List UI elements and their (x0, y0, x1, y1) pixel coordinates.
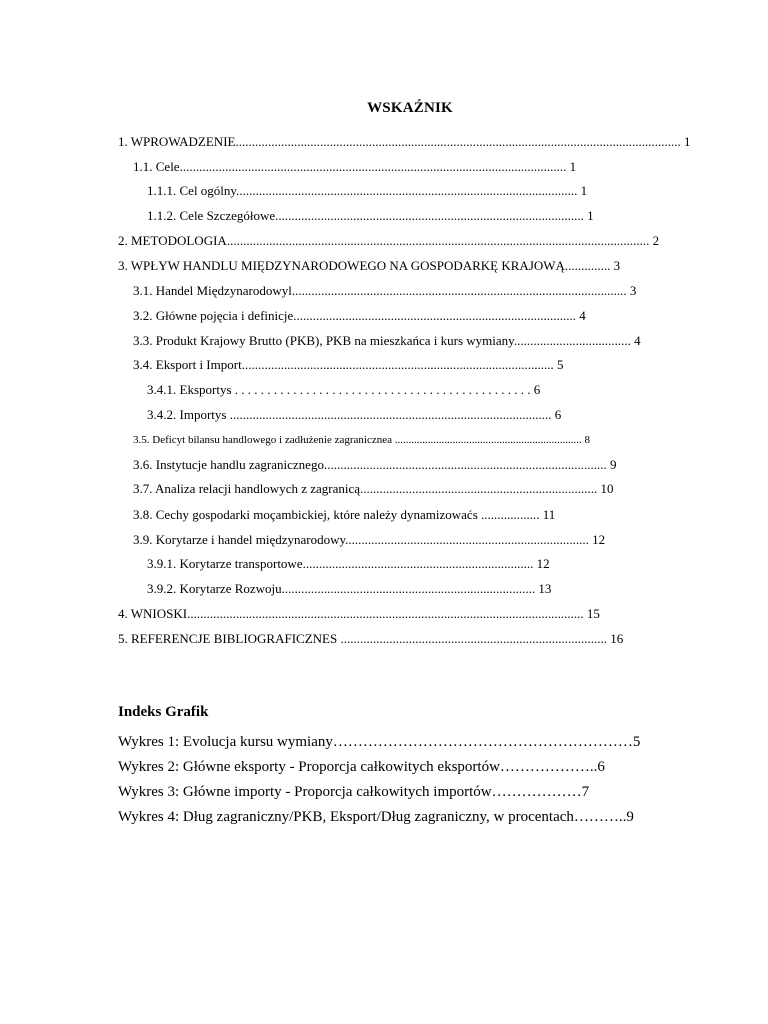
toc-entry[interactable] (118, 233, 659, 249)
toc-entry-title: 1. WPROWADZENIE (118, 134, 236, 149)
graphics-index-heading: Indeks Grafik (118, 704, 209, 720)
toc-entry[interactable] (133, 308, 586, 324)
toc-entry-page-number: 9 (606, 457, 617, 472)
toc-entry[interactable] (147, 183, 587, 199)
toc-entry[interactable] (133, 159, 576, 175)
toc-entry-title: 1.1.2. Cele Szczegółowe (147, 208, 276, 223)
toc-entry-page-number: 6 (530, 382, 541, 397)
toc-entry-page-number: 4 (576, 308, 586, 323)
toc-entry-leader: .......................................................................................................................... (187, 606, 584, 621)
toc-entry[interactable] (118, 631, 623, 647)
page-title: WSKAŹNIK (367, 100, 453, 116)
toc-entry[interactable] (133, 432, 590, 448)
graphics-index-entry[interactable]: Wykres 3: Główne importy - Proporcja całkowitych importów………………7 (118, 784, 590, 800)
toc-entry-title: 4. WNIOSKI (118, 606, 188, 621)
toc-entry-leader: .................................................................................. (337, 631, 607, 646)
toc-entry-page-number: 16 (606, 631, 624, 646)
toc-entry-page-number: 5 (553, 357, 564, 372)
toc-entry-title: 3.2. Główne pojęcia i definicje (133, 308, 294, 323)
toc-entry[interactable] (147, 581, 551, 597)
toc-entry[interactable] (118, 134, 690, 150)
toc-entry-title: 3.7. Analiza relacji handlowych z zagranicą (133, 481, 361, 496)
toc-entry-title: 5. REFERENCJE BIBLIOGRAFICZNES (118, 631, 338, 646)
toc-entry-page-number: 1 (583, 208, 594, 223)
toc-entry[interactable] (147, 208, 594, 224)
toc-entry-title: 3.9.2. Korytarze Rozwoju (147, 581, 282, 596)
toc-entry-title: 3.4. Eksport i Import (133, 357, 242, 372)
toc-entry-page-number: 15 (583, 606, 600, 621)
toc-entry[interactable] (133, 457, 616, 473)
toc-entry[interactable] (118, 606, 600, 622)
toc-entry-leader: ....................................................................... (302, 556, 534, 571)
toc-entry[interactable] (133, 357, 563, 373)
toc-entry-leader: ........................................................................... (345, 532, 589, 547)
toc-entry-title: 3.3. Produkt Krajowy Brutto (PKB), PKB na mieszkańca i kurs wymiany (133, 333, 514, 348)
toc-entry-leader: .............. (564, 258, 611, 273)
toc-entry-leader: .................................................................... (392, 434, 582, 446)
toc-entry[interactable] (147, 556, 550, 572)
toc-entry-leader: ......................................................................................................................................... (235, 134, 681, 149)
toc-entry-leader: .................................... (513, 333, 631, 348)
toc-entry-leader: ......................................................................... (360, 481, 598, 496)
toc-entry-leader: ................................................................................................... (226, 407, 552, 422)
toc-entry-title: 3. WPŁYW HANDLU MIĘDZYNARODOWEGO NA GOSPODARKĘ KRAJOWĄ (118, 258, 565, 273)
toc-entry-page-number: 2 (649, 233, 660, 248)
toc-entry-leader: ......................................................................................................... (236, 183, 578, 198)
toc-entry[interactable] (133, 532, 605, 548)
graphics-index-entry[interactable]: Wykres 4: Dług zagraniczny/PKB, Eksport/Dług zagraniczny, w procentach………..9 (118, 809, 634, 825)
toc-entry-leader: ....................................................................................................... (291, 283, 627, 298)
toc-entry-leader: . . . . . . . . . . . . . . . . . . . . . . . . . . . . . . . . . . . . . . . . . . . . . . (231, 382, 531, 397)
toc-entry-page-number: 8 (581, 434, 590, 446)
toc-entry-title: 1.1.1. Cel ogólny (147, 183, 237, 198)
toc-entry-title: 3.9.1. Korytarze transportowe (147, 556, 303, 571)
toc-entry-page-number: 12 (588, 532, 606, 547)
toc-entry-title: 3.6. Instytucje handlu zagranicznego (133, 457, 324, 472)
toc-entry-page-number: 13 (535, 581, 552, 596)
toc-entry-page-number: 11 (539, 507, 556, 522)
toc-entry-title: 3.4.1. Eksportys (147, 382, 232, 397)
toc-entry[interactable] (118, 258, 620, 274)
toc-entry-page-number: 1 (566, 159, 577, 174)
toc-entry[interactable] (133, 481, 614, 497)
toc-entry-leader: ....................................................................................... (323, 457, 607, 472)
toc-entry[interactable] (147, 382, 540, 398)
toc-entry[interactable] (133, 507, 555, 523)
toc-entry-leader: .................................................................................................................................. (226, 233, 650, 248)
toc-entry-title: 3.4.2. Importys (147, 407, 227, 422)
toc-entry-page-number: 1 (680, 134, 691, 149)
toc-entry-leader: ............................................................................................... (275, 208, 584, 223)
toc-entry-leader: .................. (477, 507, 540, 522)
toc-entry[interactable] (133, 333, 641, 349)
toc-entry-page-number: 12 (533, 556, 550, 571)
toc-entry-leader: ................................................................................................ (241, 357, 554, 372)
toc-entry-leader: .............................................................................. (281, 581, 536, 596)
toc-entry-page-number: 10 (597, 481, 614, 496)
toc-entry-leader: ....................................................................................... (293, 308, 577, 323)
toc-entry-leader: ....................................................................................................................... (179, 159, 567, 174)
graphics-index-entry[interactable]: Wykres 2: Główne eksporty - Proporcja całkowitych eksportów………………..6 (118, 759, 605, 775)
toc-entry-title: 2. METODOLOGIA (118, 233, 227, 248)
toc-entry-title: 3.9. Korytarze i handel międzynarodowy (133, 532, 346, 547)
toc-entry-title: 3.5. Deficyt bilansu handlowego i zadłużenie zagraniczneа (133, 434, 392, 446)
toc-entry[interactable] (133, 283, 636, 299)
toc-entry-page-number: 4 (630, 333, 641, 348)
toc-entry-page-number: 3 (610, 258, 621, 273)
toc-entry-page-number: 1 (577, 183, 588, 198)
graphics-index-entry[interactable]: Wykres 1: Evolucja kursu wymiany……………………………………………………5 (118, 734, 641, 750)
toc-entry-page-number: 3 (626, 283, 637, 298)
toc-entry-title: 3.1. Handel Międzynarodowyl (133, 283, 292, 298)
toc-entry-page-number: 6 (551, 407, 562, 422)
toc-entry[interactable] (147, 407, 561, 423)
toc-entry-title: 1.1. Cele (133, 159, 180, 174)
toc-entry-title: 3.8. Cechy gospodarki moçambickiej, które należy dynamizowaćs (133, 507, 478, 522)
